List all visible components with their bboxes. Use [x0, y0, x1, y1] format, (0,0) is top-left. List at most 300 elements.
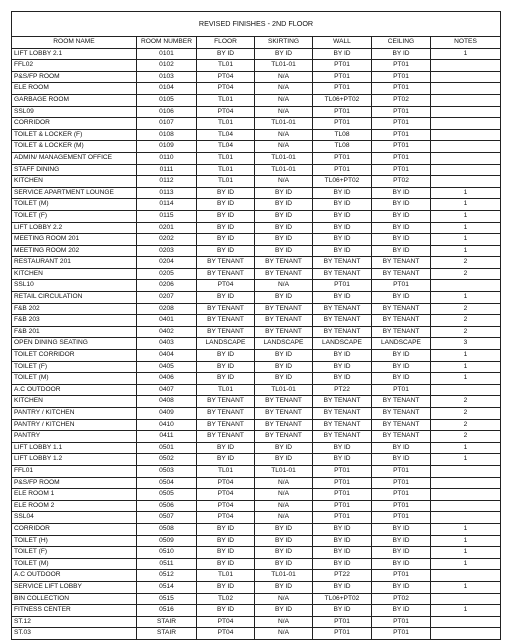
- cell-ceiling: PT02: [372, 176, 431, 188]
- cell-notes: 1: [431, 558, 501, 570]
- cell-wall: PT01: [313, 465, 372, 477]
- cell-floor: BY ID: [197, 210, 255, 222]
- cell-ceiling: BY ID: [372, 523, 431, 535]
- cell-ceiling: PT02: [372, 593, 431, 605]
- cell-skirting: BY TENANT: [255, 268, 313, 280]
- table-row: [12, 71, 501, 83]
- cell-floor: PT04: [197, 83, 255, 95]
- cell-floor: BY ID: [197, 234, 255, 246]
- cell-notes: 2: [431, 303, 501, 315]
- cell-ceiling: PT02: [372, 94, 431, 106]
- cell-notes: [431, 477, 501, 489]
- cell-notes: [431, 616, 501, 628]
- cell-notes: [431, 628, 501, 640]
- cell-skirting: N/A: [255, 512, 313, 524]
- table-row: [12, 280, 501, 292]
- cell-wall: BY ID: [313, 245, 372, 257]
- cell-notes: [431, 60, 501, 72]
- cell-room-number: 0108: [137, 129, 197, 141]
- cell-room-name: CORRIDOR: [12, 523, 137, 535]
- cell-notes: 1: [431, 361, 501, 373]
- cell-room-name: PANTRY / KITCHEN: [12, 408, 137, 420]
- cell-floor: BY ID: [197, 373, 255, 385]
- cell-room-number: 0403: [137, 338, 197, 350]
- cell-room-name: PANTRY: [12, 431, 137, 443]
- cell-room-name: KITCHEN: [12, 268, 137, 280]
- cell-ceiling: BY ID: [372, 442, 431, 454]
- cell-wall: BY TENANT: [313, 268, 372, 280]
- cell-wall: BY TENANT: [313, 419, 372, 431]
- cell-floor: BY ID: [197, 222, 255, 234]
- cell-room-number: 0506: [137, 500, 197, 512]
- cell-ceiling: BY ID: [372, 454, 431, 466]
- cell-wall: BY ID: [313, 523, 372, 535]
- cell-skirting: N/A: [255, 71, 313, 83]
- cell-floor: TL01: [197, 60, 255, 72]
- table-row: [12, 129, 501, 141]
- table-row: [12, 338, 501, 350]
- cell-room-number: 0508: [137, 523, 197, 535]
- cell-ceiling: PT01: [372, 489, 431, 501]
- cell-ceiling: PT01: [372, 628, 431, 640]
- cell-notes: 2: [431, 431, 501, 443]
- table-row: [12, 315, 501, 327]
- cell-room-number: 0201: [137, 222, 197, 234]
- cell-wall: PT01: [313, 83, 372, 95]
- cell-skirting: TL01-01: [255, 164, 313, 176]
- cell-wall: PT01: [313, 280, 372, 292]
- cell-wall: BY ID: [313, 234, 372, 246]
- cell-skirting: BY ID: [255, 605, 313, 617]
- cell-room-number: 0516: [137, 605, 197, 617]
- cell-skirting: N/A: [255, 83, 313, 95]
- cell-floor: BY ID: [197, 361, 255, 373]
- cell-room-name: TOILET (F): [12, 361, 137, 373]
- cell-floor: PT04: [197, 500, 255, 512]
- cell-skirting: TL01-01: [255, 465, 313, 477]
- cell-room-name: SERVICE APARTMENT LOUNGE: [12, 187, 137, 199]
- cell-room-number: 0205: [137, 268, 197, 280]
- cell-skirting: BY TENANT: [255, 315, 313, 327]
- cell-notes: 1: [431, 292, 501, 304]
- cell-room-number: 0411: [137, 431, 197, 443]
- cell-skirting: BY ID: [255, 361, 313, 373]
- cell-room-number: 0505: [137, 489, 197, 501]
- cell-wall: BY ID: [313, 210, 372, 222]
- table-row: [12, 523, 501, 535]
- cell-floor: BY ID: [197, 558, 255, 570]
- cell-notes: 1: [431, 581, 501, 593]
- cell-floor: BY ID: [197, 187, 255, 199]
- table-row: [12, 118, 501, 130]
- cell-notes: 1: [431, 373, 501, 385]
- cell-ceiling: PT01: [372, 60, 431, 72]
- cell-notes: [431, 570, 501, 582]
- cell-skirting: BY ID: [255, 292, 313, 304]
- cell-floor: PT04: [197, 71, 255, 83]
- cell-notes: [431, 129, 501, 141]
- cell-wall: PT01: [313, 489, 372, 501]
- cell-notes: [431, 141, 501, 153]
- header-wall: WALL: [313, 37, 372, 49]
- cell-notes: [431, 83, 501, 95]
- cell-wall: BY ID: [313, 199, 372, 211]
- cell-notes: 1: [431, 210, 501, 222]
- table-row: [12, 303, 501, 315]
- cell-wall: PT22: [313, 384, 372, 396]
- cell-skirting: BY ID: [255, 222, 313, 234]
- cell-room-number: 0504: [137, 477, 197, 489]
- cell-notes: [431, 106, 501, 118]
- cell-wall: PT01: [313, 152, 372, 164]
- cell-room-name: A.C OUTDOOR: [12, 384, 137, 396]
- table-row: [12, 199, 501, 211]
- table-row: [12, 268, 501, 280]
- cell-floor: BY ID: [197, 605, 255, 617]
- cell-ceiling: PT01: [372, 465, 431, 477]
- cell-room-number: 0409: [137, 408, 197, 420]
- cell-notes: [431, 71, 501, 83]
- cell-skirting: N/A: [255, 616, 313, 628]
- cell-skirting: BY ID: [255, 350, 313, 362]
- cell-floor: BY ID: [197, 292, 255, 304]
- table-row: [12, 489, 501, 501]
- cell-floor: TL01: [197, 152, 255, 164]
- cell-skirting: N/A: [255, 280, 313, 292]
- cell-skirting: BY ID: [255, 187, 313, 199]
- cell-skirting: BY ID: [255, 523, 313, 535]
- cell-room-number: 0207: [137, 292, 197, 304]
- cell-floor: BY TENANT: [197, 396, 255, 408]
- cell-room-number: 0402: [137, 326, 197, 338]
- cell-ceiling: BY ID: [372, 581, 431, 593]
- cell-floor: TL01: [197, 176, 255, 188]
- cell-ceiling: BY ID: [372, 48, 431, 60]
- cell-room-name: ELE ROOM 2: [12, 500, 137, 512]
- cell-wall: PT01: [313, 512, 372, 524]
- cell-skirting: TL01-01: [255, 384, 313, 396]
- cell-skirting: N/A: [255, 489, 313, 501]
- cell-floor: BY ID: [197, 547, 255, 559]
- table-row: [12, 176, 501, 188]
- cell-wall: TL08: [313, 141, 372, 153]
- cell-wall: PT01: [313, 71, 372, 83]
- table-row: [12, 570, 501, 582]
- cell-room-number: 0507: [137, 512, 197, 524]
- cell-notes: [431, 489, 501, 501]
- cell-room-name: RESTAURANT 201: [12, 257, 137, 269]
- cell-floor: BY TENANT: [197, 419, 255, 431]
- cell-room-name: F&B 202: [12, 303, 137, 315]
- table-row: [12, 373, 501, 385]
- cell-floor: TL01: [197, 570, 255, 582]
- table-row: [12, 500, 501, 512]
- cell-room-number: 0202: [137, 234, 197, 246]
- cell-skirting: TL01-01: [255, 570, 313, 582]
- table-row: [12, 512, 501, 524]
- cell-floor: BY ID: [197, 454, 255, 466]
- cell-ceiling: PT01: [372, 141, 431, 153]
- cell-ceiling: BY TENANT: [372, 303, 431, 315]
- cell-floor: TL01: [197, 465, 255, 477]
- cell-room-name: RETAIL CIRCULATION: [12, 292, 137, 304]
- cell-notes: 1: [431, 234, 501, 246]
- cell-notes: 2: [431, 268, 501, 280]
- cell-skirting: N/A: [255, 129, 313, 141]
- cell-notes: 1: [431, 442, 501, 454]
- cell-notes: 1: [431, 454, 501, 466]
- cell-notes: [431, 118, 501, 130]
- cell-room-name: TOILET & LOCKER (M): [12, 141, 137, 153]
- cell-skirting: BY ID: [255, 581, 313, 593]
- cell-notes: 2: [431, 315, 501, 327]
- cell-room-name: SSL04: [12, 512, 137, 524]
- cell-wall: TL06+PT02: [313, 593, 372, 605]
- cell-ceiling: BY ID: [372, 292, 431, 304]
- cell-ceiling: PT01: [372, 118, 431, 130]
- cell-skirting: BY ID: [255, 442, 313, 454]
- table-row: [12, 83, 501, 95]
- cell-ceiling: BY ID: [372, 234, 431, 246]
- table-row: [12, 442, 501, 454]
- cell-room-number: 0401: [137, 315, 197, 327]
- cell-ceiling: BY TENANT: [372, 326, 431, 338]
- cell-room-name: TOILET (M): [12, 373, 137, 385]
- cell-room-number: 0515: [137, 593, 197, 605]
- cell-skirting: BY ID: [255, 373, 313, 385]
- cell-room-name: TOILET (M): [12, 199, 137, 211]
- cell-wall: BY ID: [313, 222, 372, 234]
- cell-room-number: 0105: [137, 94, 197, 106]
- cell-ceiling: BY ID: [372, 245, 431, 257]
- cell-ceiling: BY TENANT: [372, 315, 431, 327]
- table-row: [12, 628, 501, 640]
- cell-skirting: BY TENANT: [255, 257, 313, 269]
- cell-room-name: ST.12: [12, 616, 137, 628]
- cell-room-number: 0503: [137, 465, 197, 477]
- cell-skirting: BY ID: [255, 234, 313, 246]
- cell-room-number: STAIR: [137, 628, 197, 640]
- table-title: REVISED FINISHES - 2ND FLOOR: [12, 12, 501, 37]
- cell-skirting: TL01-01: [255, 152, 313, 164]
- cell-notes: [431, 384, 501, 396]
- cell-ceiling: PT01: [372, 71, 431, 83]
- finishes-table: [11, 11, 501, 640]
- cell-notes: [431, 152, 501, 164]
- cell-skirting: BY ID: [255, 535, 313, 547]
- cell-skirting: BY ID: [255, 558, 313, 570]
- cell-room-number: 0111: [137, 164, 197, 176]
- cell-notes: [431, 465, 501, 477]
- cell-floor: BY TENANT: [197, 326, 255, 338]
- cell-floor: BY ID: [197, 523, 255, 535]
- cell-wall: BY ID: [313, 350, 372, 362]
- cell-skirting: N/A: [255, 94, 313, 106]
- cell-room-name: MEETING ROOM 202: [12, 245, 137, 257]
- cell-ceiling: PT01: [372, 500, 431, 512]
- cell-room-number: 0511: [137, 558, 197, 570]
- cell-wall: PT01: [313, 500, 372, 512]
- cell-room-name: TOILET (F): [12, 547, 137, 559]
- cell-skirting: BY ID: [255, 245, 313, 257]
- cell-floor: BY TENANT: [197, 268, 255, 280]
- cell-skirting: BY TENANT: [255, 396, 313, 408]
- cell-floor: BY ID: [197, 245, 255, 257]
- cell-skirting: N/A: [255, 500, 313, 512]
- cell-room-name: FFL02: [12, 60, 137, 72]
- cell-room-name: BIN COLLECTION: [12, 593, 137, 605]
- cell-room-number: 0509: [137, 535, 197, 547]
- cell-floor: TL04: [197, 141, 255, 153]
- cell-floor: PT04: [197, 628, 255, 640]
- table-row: [12, 408, 501, 420]
- cell-wall: BY ID: [313, 361, 372, 373]
- cell-floor: PT04: [197, 280, 255, 292]
- cell-notes: 1: [431, 222, 501, 234]
- cell-notes: 3: [431, 338, 501, 350]
- cell-room-number: 0110: [137, 152, 197, 164]
- cell-room-name: P&S/FP ROOM: [12, 71, 137, 83]
- table-row: [12, 326, 501, 338]
- header-floor: FLOOR: [197, 37, 255, 49]
- cell-wall: BY TENANT: [313, 408, 372, 420]
- cell-notes: 1: [431, 187, 501, 199]
- cell-floor: BY TENANT: [197, 315, 255, 327]
- cell-room-name: ADMIN/ MANAGEMENT OFFICE: [12, 152, 137, 164]
- cell-floor: PT04: [197, 106, 255, 118]
- cell-room-name: ELE ROOM: [12, 83, 137, 95]
- cell-room-name: F&B 203: [12, 315, 137, 327]
- cell-skirting: BY TENANT: [255, 303, 313, 315]
- cell-ceiling: BY ID: [372, 605, 431, 617]
- cell-floor: BY ID: [197, 442, 255, 454]
- cell-skirting: BY ID: [255, 547, 313, 559]
- cell-room-name: PANTRY / KITCHEN: [12, 419, 137, 431]
- cell-room-number: 0101: [137, 48, 197, 60]
- table-row: [12, 605, 501, 617]
- header-skirting: SKIRTING: [255, 37, 313, 49]
- cell-room-number: STAIR: [137, 616, 197, 628]
- cell-wall: TL06+PT02: [313, 94, 372, 106]
- cell-notes: [431, 500, 501, 512]
- cell-floor: TL02: [197, 593, 255, 605]
- cell-wall: LANDSCAPE: [313, 338, 372, 350]
- table-row: [12, 431, 501, 443]
- cell-wall: PT22: [313, 570, 372, 582]
- cell-room-number: 0112: [137, 176, 197, 188]
- cell-notes: 1: [431, 523, 501, 535]
- cell-wall: BY ID: [313, 605, 372, 617]
- cell-ceiling: BY ID: [372, 558, 431, 570]
- cell-room-number: 0102: [137, 60, 197, 72]
- table-row: [12, 396, 501, 408]
- cell-room-name: TOILET (F): [12, 210, 137, 222]
- cell-floor: PT04: [197, 616, 255, 628]
- cell-skirting: LANDSCAPE: [255, 338, 313, 350]
- cell-notes: 1: [431, 535, 501, 547]
- cell-room-name: SSL09: [12, 106, 137, 118]
- cell-room-name: LIFT LOBBY 2.2: [12, 222, 137, 234]
- cell-room-number: 0203: [137, 245, 197, 257]
- cell-wall: PT01: [313, 616, 372, 628]
- cell-ceiling: BY ID: [372, 199, 431, 211]
- cell-ceiling: BY ID: [372, 222, 431, 234]
- table-row: [12, 384, 501, 396]
- cell-ceiling: PT01: [372, 616, 431, 628]
- cell-skirting: N/A: [255, 593, 313, 605]
- cell-floor: TL01: [197, 384, 255, 396]
- cell-floor: BY ID: [197, 350, 255, 362]
- cell-ceiling: PT01: [372, 164, 431, 176]
- cell-room-name: GARBAGE ROOM: [12, 94, 137, 106]
- cell-ceiling: BY ID: [372, 361, 431, 373]
- cell-floor: BY ID: [197, 535, 255, 547]
- cell-floor: PT04: [197, 477, 255, 489]
- cell-notes: 2: [431, 257, 501, 269]
- cell-notes: 2: [431, 419, 501, 431]
- cell-ceiling: BY TENANT: [372, 431, 431, 443]
- table-row: [12, 454, 501, 466]
- header-room-name: ROOM NAME: [12, 37, 137, 49]
- cell-wall: BY TENANT: [313, 396, 372, 408]
- cell-room-name: F&B 201: [12, 326, 137, 338]
- cell-room-number: 0208: [137, 303, 197, 315]
- cell-wall: BY ID: [313, 454, 372, 466]
- table-row: [12, 547, 501, 559]
- cell-room-name: TOILET & LOCKER (F): [12, 129, 137, 141]
- cell-floor: TL01: [197, 118, 255, 130]
- cell-room-number: 0204: [137, 257, 197, 269]
- cell-room-name: TOILET (H): [12, 535, 137, 547]
- cell-ceiling: BY ID: [372, 210, 431, 222]
- cell-skirting: BY ID: [255, 210, 313, 222]
- cell-wall: BY ID: [313, 547, 372, 559]
- cell-room-number: 0404: [137, 350, 197, 362]
- table-row: [12, 152, 501, 164]
- table-row: [12, 234, 501, 246]
- cell-room-name: KITCHEN: [12, 176, 137, 188]
- table-row: [12, 477, 501, 489]
- cell-room-name: CORRIDOR: [12, 118, 137, 130]
- cell-room-name: LIFT LOBBY 1.2: [12, 454, 137, 466]
- cell-ceiling: LANDSCAPE: [372, 338, 431, 350]
- cell-skirting: BY TENANT: [255, 326, 313, 338]
- cell-floor: TL01: [197, 164, 255, 176]
- cell-ceiling: PT01: [372, 570, 431, 582]
- table-row: [12, 210, 501, 222]
- cell-wall: TL06+PT02: [313, 176, 372, 188]
- cell-ceiling: BY ID: [372, 350, 431, 362]
- cell-floor: TL01: [197, 94, 255, 106]
- cell-notes: 2: [431, 396, 501, 408]
- cell-wall: BY TENANT: [313, 303, 372, 315]
- header-notes: NOTES: [431, 37, 501, 49]
- cell-wall: BY ID: [313, 581, 372, 593]
- cell-skirting: BY TENANT: [255, 431, 313, 443]
- cell-wall: PT01: [313, 106, 372, 118]
- cell-room-number: 0104: [137, 83, 197, 95]
- cell-wall: TL08: [313, 129, 372, 141]
- cell-notes: 1: [431, 605, 501, 617]
- cell-ceiling: PT01: [372, 106, 431, 118]
- table-row: [12, 164, 501, 176]
- cell-ceiling: BY TENANT: [372, 268, 431, 280]
- table-row: [12, 616, 501, 628]
- cell-skirting: BY TENANT: [255, 408, 313, 420]
- cell-room-name: OPEN DINING SEATING: [12, 338, 137, 350]
- cell-notes: 2: [431, 326, 501, 338]
- cell-ceiling: BY ID: [372, 373, 431, 385]
